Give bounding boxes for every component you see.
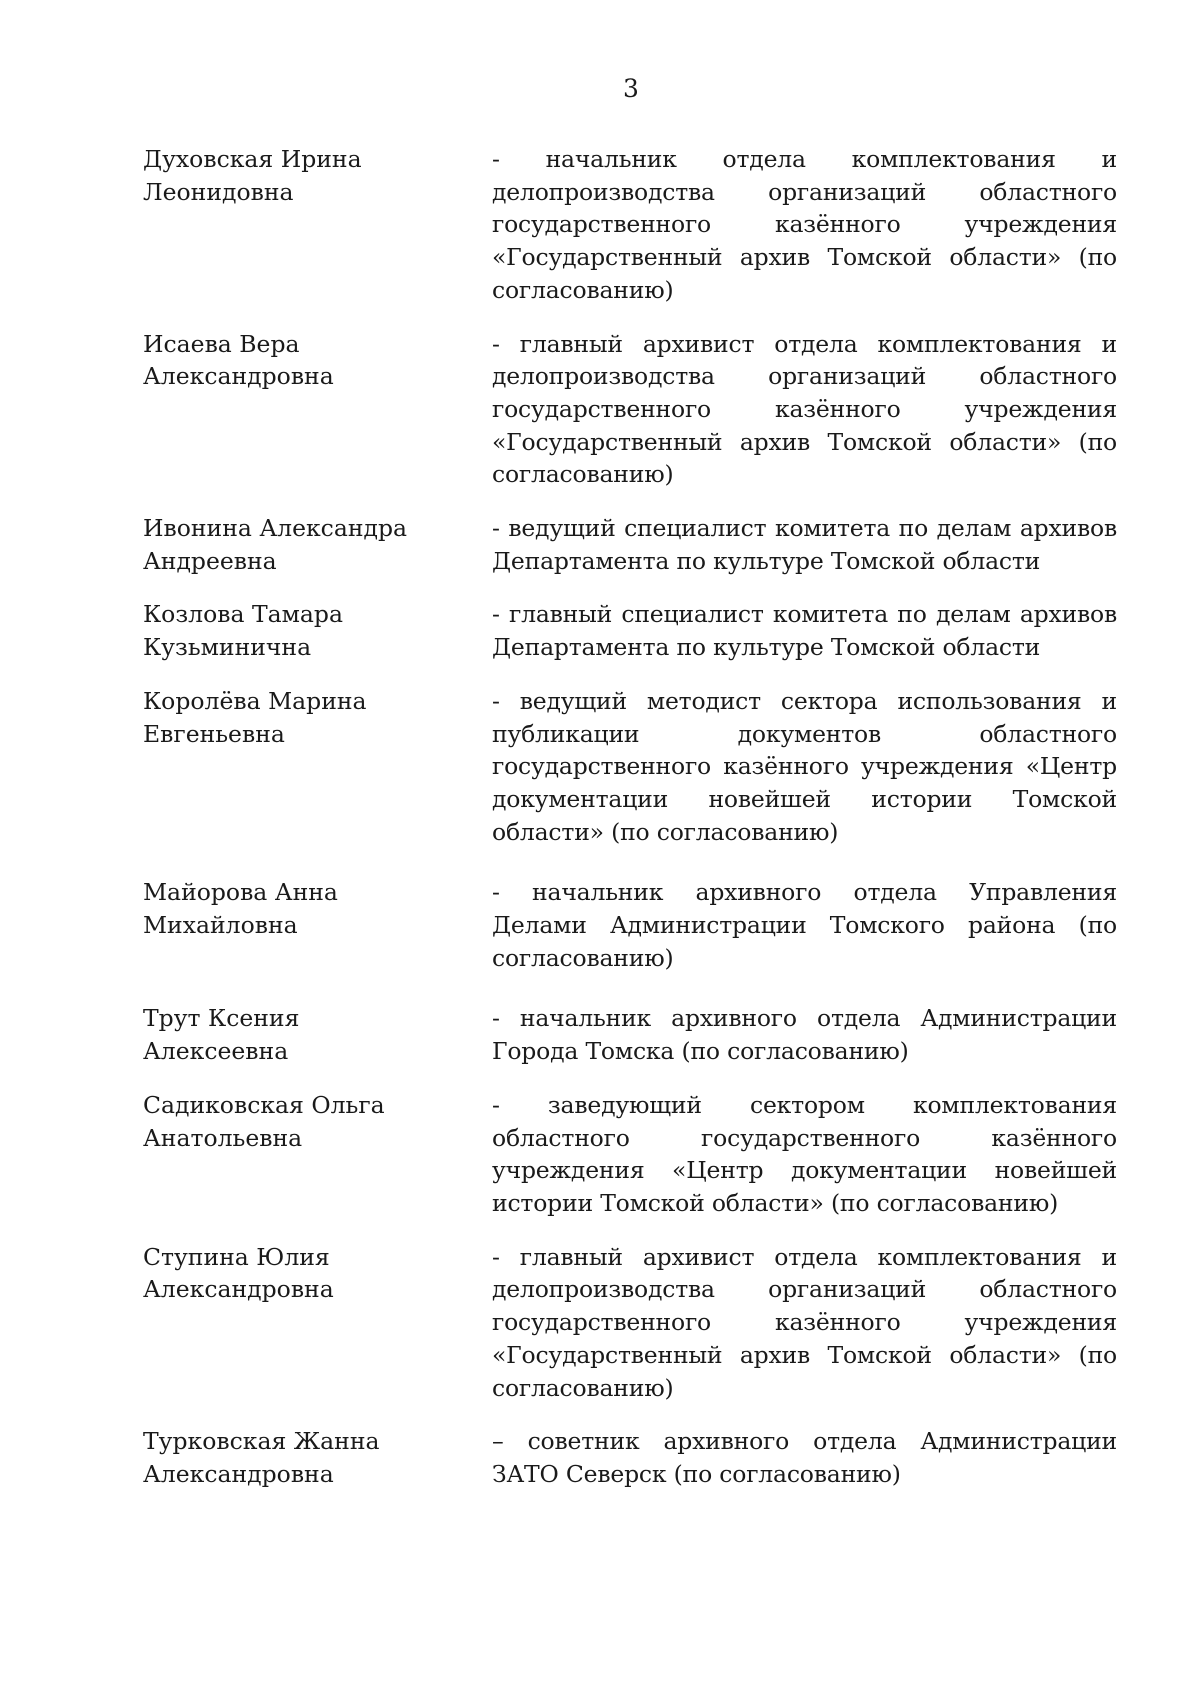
- member-name: [143, 1425, 492, 1490]
- member-patronymic: Леонидовна: [143, 177, 294, 206]
- member-role: - главный архивист отдела комплектования и делопроизводства организаций областного государственного казённого учреждения «Государственный архив Томской области» (по согласованию): [492, 329, 1117, 489]
- member-name: [143, 512, 492, 577]
- member-surname-first: Садиковская Ольга: [143, 1090, 385, 1119]
- member-patronymic: Анатольевна: [143, 1123, 303, 1152]
- member-role: – советник архивного отдела Администрации ЗАТО Северск (по согласованию): [492, 1427, 1117, 1488]
- member-surname-first: Турковская Жанна: [143, 1427, 380, 1456]
- member-patronymic: Михайловна: [143, 911, 298, 940]
- member-name: [143, 143, 492, 307]
- member-role: - начальник отдела комплектования и делопроизводства организаций областного государственного казённого учреждения «Государственный архив Томской области» (по согласованию): [492, 145, 1117, 304]
- member-surname-first: Исаева Вера: [143, 329, 300, 358]
- member-entry: [143, 685, 1117, 849]
- member-surname-first: Трут Ксения: [143, 1004, 300, 1033]
- member-patronymic: Александровна: [143, 362, 334, 391]
- member-entry: [143, 876, 1117, 974]
- member-entry: [143, 1089, 1117, 1220]
- member-role: - начальник архивного отдела Администрации Города Томска (по согласованию): [492, 1004, 1117, 1066]
- member-role: - главный архивист отдела комплектования и делопроизводства организаций областного государственного казённого учреждения «Государственный архив Томской области» (по согласованию): [492, 1242, 1117, 1402]
- member-role: - ведущий специалист комитета по делам архивов Департамента по культуре Томской области: [492, 514, 1117, 575]
- member-entry: [143, 143, 1117, 307]
- member-entry: [143, 328, 1117, 492]
- member-name: [143, 1002, 492, 1067]
- member-entry: [143, 598, 1117, 663]
- member-patronymic: Евгеньевна: [143, 719, 285, 748]
- member-patronymic: Андреевна: [143, 546, 277, 575]
- member-surname-first: Ступина Юлия: [143, 1242, 330, 1271]
- member-patronymic: Александровна: [143, 1459, 334, 1488]
- member-name: [143, 1089, 492, 1220]
- member-surname-first: Майорова Анна: [143, 878, 338, 907]
- member-entry: [143, 512, 1117, 577]
- member-role: - начальник архивного отдела Управления Делами Администрации Томского района (по согласованию): [492, 878, 1117, 972]
- member-role: - ведущий методист сектора использования и публикации документов областного государственного казённого учреждения «Центр документации новейшей истории Томской области» (по согласованию): [492, 686, 1117, 846]
- member-name: [143, 876, 492, 974]
- member-entry: [143, 1425, 1117, 1490]
- member-patronymic: Кузьминична: [143, 633, 312, 662]
- member-surname-first: Духовская Ирина: [143, 145, 362, 173]
- member-entry: [143, 1241, 1117, 1405]
- member-role: - главный специалист комитета по делам архивов Департамента по культуре Томской области: [492, 600, 1117, 662]
- member-surname-first: Королёва Марина: [143, 686, 367, 715]
- member-patronymic: Александровна: [143, 1275, 334, 1304]
- member-entry: [143, 1002, 1117, 1067]
- member-name: [143, 328, 492, 492]
- commission-member-list: [143, 143, 1117, 1491]
- member-name: [143, 685, 492, 849]
- member-name: [143, 1241, 492, 1405]
- member-surname-first: Козлова Тамара: [143, 600, 343, 629]
- member-patronymic: Алексеевна: [143, 1037, 289, 1066]
- member-surname-first: Ивонина Александра: [143, 514, 408, 543]
- member-name: [143, 598, 492, 663]
- member-role: - заведующий сектором комплектования областного государственного казённого учреждения «Центр документации новейшей истории Томской области» (по согласованию): [492, 1090, 1117, 1217]
- page-number: 3: [623, 74, 639, 103]
